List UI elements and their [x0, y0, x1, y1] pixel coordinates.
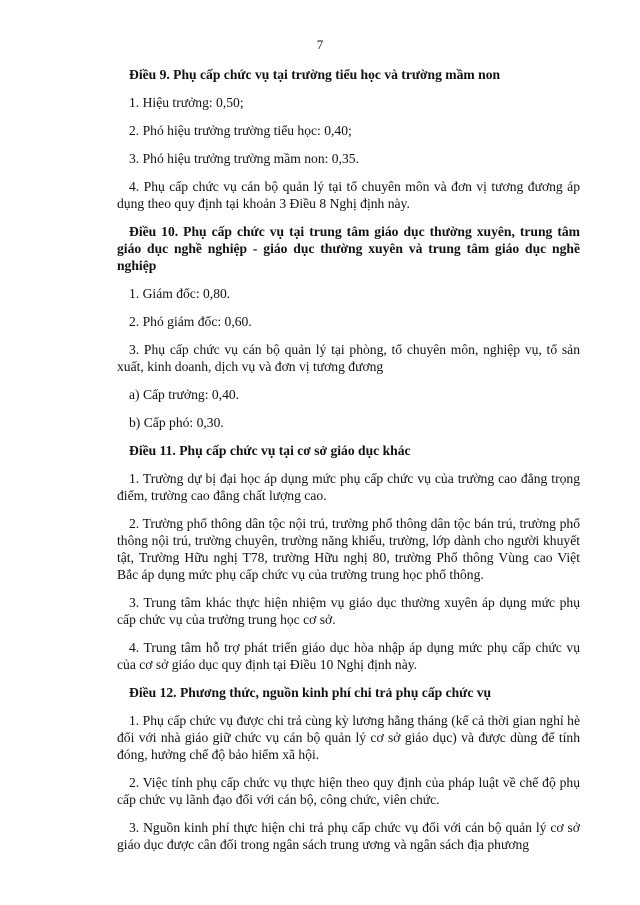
article-9-heading: Điều 9. Phụ cấp chức vụ tại trường tiểu học và trường mầm non — [129, 67, 501, 82]
article-10-heading: Điều 10. Phụ cấp chức vụ tại trung tâm giáo dục thường xuyên, trung tâm giáo dục nghề nghiệp - giáo dục thường xuyên và trung tâm giáo dục nghề nghiệp — [117, 224, 580, 273]
article-9-item-2: 2. Phó hiệu trưởng trường tiểu học: 0,40; — [129, 123, 352, 138]
article-11-item-1: 1. Trường dự bị đại học áp dụng mức phụ cấp chức vụ của trường cao đẳng trọng điểm, trường cao đẳng chất lượng cao. — [117, 471, 580, 503]
article-11-item-3: 3. Trung tâm khác thực hiện nhiệm vụ giáo dục thường xuyên áp dụng mức phụ cấp chức vụ của trường trung học cơ sở. — [117, 595, 580, 627]
article-10-item-3b: b) Cấp phó: 0,30. — [129, 415, 224, 430]
article-10-item-2: 2. Phó giám đốc: 0,60. — [129, 314, 252, 329]
article-9-item-4: 4. Phụ cấp chức vụ cán bộ quản lý tại tổ chuyên môn và đơn vị tương đương áp dụng theo quy định tại khoản 3 Điều 8 Nghị định này. — [117, 179, 580, 211]
article-9-item-1: 1. Hiệu trưởng: 0,50; — [129, 95, 244, 110]
article-12-item-3: 3. Nguồn kinh phí thực hiện chi trả phụ cấp chức vụ đối với cán bộ quản lý cơ sở giáo dục được cân đối trong ngân sách trung ương và ngân sách địa phương — [117, 820, 580, 852]
document-body — [117, 66, 580, 853]
page-number: 7 — [316, 37, 324, 52]
article-11-heading: Điều 11. Phụ cấp chức vụ tại cơ sở giáo dục khác — [129, 443, 411, 458]
article-12-heading: Điều 12. Phương thức, nguồn kinh phí chi trả phụ cấp chức vụ — [129, 685, 492, 700]
article-11-item-2: 2. Trường phổ thông dân tộc nội trú, trường phổ thông dân tộc bán trú, trường phổ thông nội trú, trường chuyên, trường năng khiếu, trường, lớp dành cho người khuyết tật, Trường Hữu nghị T78, trường Hữu nghị 80, trường Phổ thông Vùng cao Việt Bắc áp dụng mức phụ cấp chức vụ của trường trung học phổ thông. — [117, 516, 580, 582]
article-12-item-2: 2. Việc tính phụ cấp chức vụ thực hiện theo quy định của pháp luật về chế độ phụ cấp chức vụ lãnh đạo đối với cán bộ, công chức, viên chức. — [117, 775, 580, 807]
article-10-item-3: 3. Phụ cấp chức vụ cán bộ quản lý tại phòng, tổ chuyên môn, nghiệp vụ, tổ sản xuất, kinh doanh, dịch vụ và đơn vị tương đương — [117, 342, 580, 374]
article-10-item-1: 1. Giám đốc: 0,80. — [129, 286, 231, 301]
article-9-item-3: 3. Phó hiệu trưởng trường mầm non: 0,35. — [129, 151, 359, 166]
article-11-item-4: 4. Trung tâm hỗ trợ phát triển giáo dục hòa nhập áp dụng mức phụ cấp chức vụ của cơ sở giáo dục quy định tại Điều 10 Nghị định này. — [117, 640, 580, 672]
article-10-item-3a: a) Cấp trưởng: 0,40. — [129, 387, 240, 402]
article-12-item-1: 1. Phụ cấp chức vụ được chi trả cùng kỳ lương hằng tháng (kể cả thời gian nghỉ hè đối với nhà giáo giữ chức vụ cán bộ quản lý cơ sở giáo dục) và được dùng để tính đóng, hưởng chế độ bảo hiểm xã hội. — [117, 713, 580, 762]
